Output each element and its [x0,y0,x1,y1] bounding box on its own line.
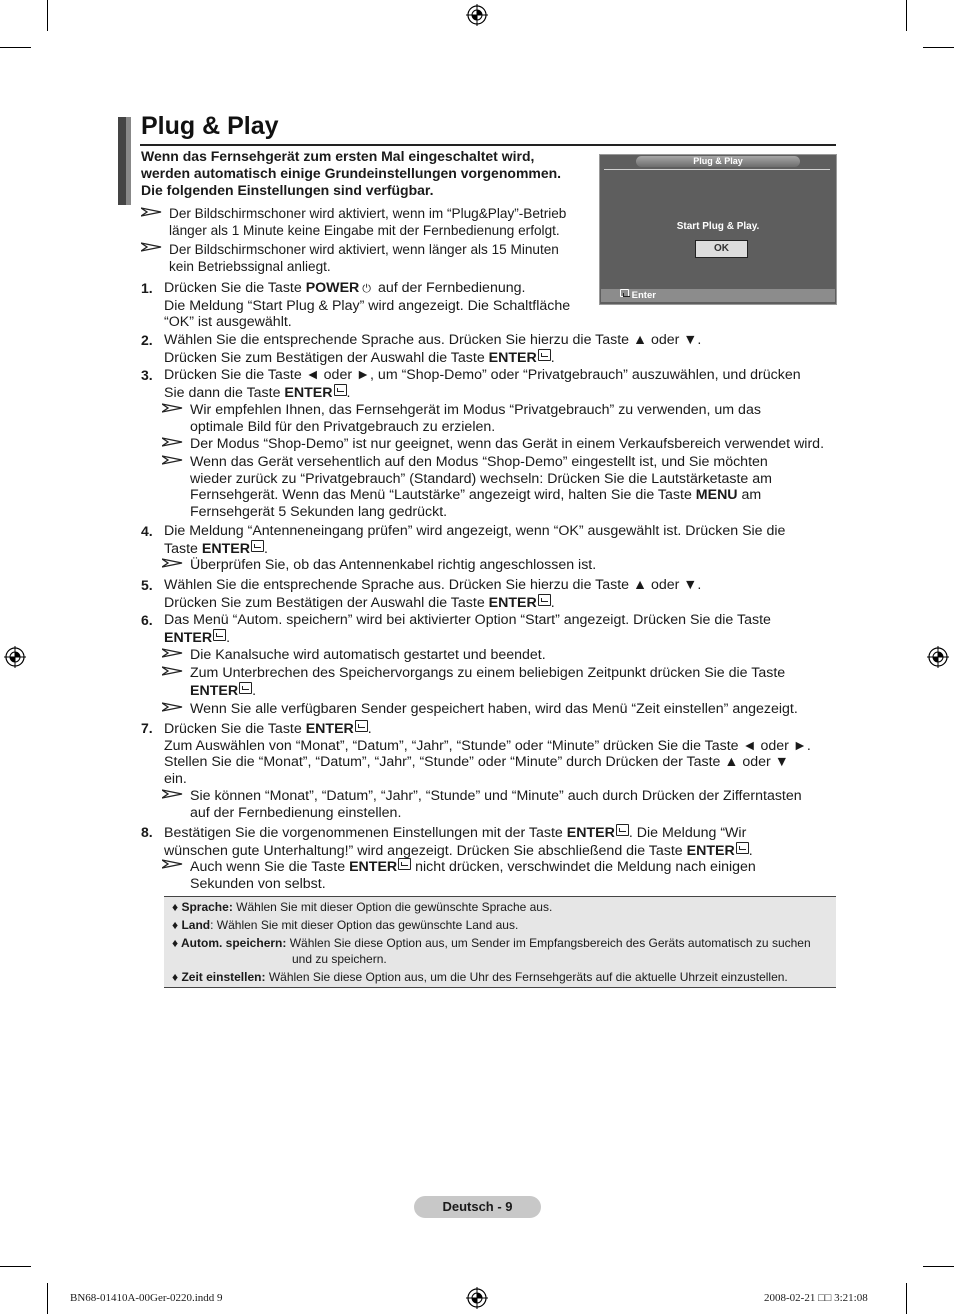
step-number: 4. [141,523,153,539]
note [190,402,761,435]
note-line: länger als 1 Minute keine Eingabe mit der Fernbedienung erfolgt. [169,222,560,238]
note-line: auf der Fernbedienung einstellen. [190,804,402,821]
note-line: Der Bildschirmschoner wird aktiviert, wenn im “Plug&Play”-Betrieb [169,206,567,221]
registration-mark-icon [4,646,26,668]
step-number: 6. [141,612,153,628]
info-term: ♦ Zeit einstellen: [172,970,266,984]
note-arrow-icon [141,207,163,217]
crop-mark [906,0,907,31]
info-text: Wählen Sie mit dieser Option die gewünschte Sprache aus. [232,900,553,914]
step-number: 2. [141,332,153,348]
note-line: Zum Unterbrechen des Speichervorgangs zu einem beliebigen Zeitpunkt drücken Sie die Taste [190,665,786,681]
note [190,454,772,520]
tv-screen-rule [604,169,830,170]
info-text: Wählen Sie diese Option aus, um die Uhr des Fernsehgeräts auf die aktuelle Uhrzeit einzustellen. [265,970,788,984]
intro-text [141,148,591,199]
note-arrow-icon [162,455,184,465]
step-text: Drücken Sie die Taste [164,280,306,296]
note-line: Der Modus “Shop-Demo” ist nur geeignet, wenn das Gerät in einem Verkaufsbereich verwendet wird. [190,436,825,452]
key-name: ENTER [164,629,213,646]
note: Wenn Sie alle verfügbaren Sender gespeichert haben, wird das Menü “Zeit einstellen” angezeigt. [190,701,798,717]
tv-footer-label: Enter [631,290,656,301]
step-text: . [748,842,753,859]
tv-ok-button: OK [695,240,748,258]
note-line: optimale Bild für den Privatgebrauch zu erzielen. [190,418,496,435]
note-line: Der Bildschirmschoner wird aktiviert, wenn länger als 15 Minuten [169,242,559,257]
info-item [172,936,832,967]
note-arrow-icon [162,789,184,799]
key-name: ENTER [488,349,537,366]
step-7 [164,720,836,787]
intro-line: werden automatisch einige Grundeinstellungen vorgenommen. [141,165,562,181]
note-line: Sie können “Monat”, “Datum”, “Jahr”, “Stunde” und “Minute” auch durch Drücken der Zifferntasten [190,788,802,804]
enter-icon [239,682,252,694]
step-text: Drücken Sie die Taste [164,721,306,737]
power-icon: ⏻ [362,283,371,295]
crop-mark [906,1283,907,1314]
info-term: ♦ Sprache: [172,900,233,914]
step-number: 1. [141,280,153,296]
enter-icon [616,824,629,836]
step-text: . Die Meldung “Wir [628,825,747,841]
step-text: Zum Auswählen von “Monat”, “Datum”, “Jahr”, “Stunde” oder “Minute” drücken Sie die Taste ◄ oder ►. [164,737,811,754]
step-text: Sie dann die Taste [164,384,285,401]
title-bar-decoration [126,117,131,205]
note-arrow-icon [162,666,184,676]
note-line: Wenn das Gerät versehentlich auf den Modus “Shop-Demo” eingestellt ist, und Sie möchten [190,454,768,470]
registration-mark-icon [466,4,488,26]
step-text: . [550,594,555,611]
footer-timestamp: 2008-02-21 □□ 3:21:08 [764,1292,868,1304]
tv-screen-header: Plug & Play [636,156,800,167]
step-text: Die Meldung “Start Plug & Play” wird angezeigt. Die Schaltfläche [164,297,571,314]
key-name: ENTER [349,859,398,875]
step-text: Drücken Sie zum Bestätigen der Auswahl die Taste [164,349,489,366]
enter-icon [619,290,629,301]
step-8 [164,824,836,859]
tv-screen-preview [599,154,837,305]
key-name: ENTER [190,682,239,699]
registration-mark-icon [466,1287,488,1309]
step-text: Drücken Sie zum Bestätigen der Auswahl die Taste [164,594,489,611]
enter-icon [334,384,347,396]
crop-mark [923,1266,954,1267]
step-number: 3. [141,367,153,383]
note-arrow-icon [141,242,163,252]
info-item [172,918,518,934]
page-title: Plug & Play [141,112,279,140]
title-rule [140,144,836,146]
step-text: Stellen Sie die “Monat”, “Datum”, “Jahr”, “Stunde” oder “Minute” durch Drücken der Taste ▲ oder ▼ [164,754,789,770]
note-arrow-icon [162,859,184,869]
step-1 [164,280,604,331]
note: Überprüfen Sie, ob das Antennenkabel richtig angeschlossen ist. [190,557,597,573]
step-text: Wählen Sie die entsprechende Sprache aus. Drücken Sie hierzu die Taste ▲ oder ▼. [164,332,702,348]
key-name: POWER [305,280,360,296]
step-4 [164,523,836,557]
step-number: 8. [141,824,153,840]
step-text: wünschen gute Unterhaltung!” wird angezeigt. Drücken Sie abschließend die Taste [164,842,687,859]
enter-icon [538,594,551,606]
step-3 [164,367,836,401]
step-text: “OK” ist ausgewählt. [164,314,292,330]
note [169,206,566,239]
note-line: am [737,487,762,503]
footer-filename: BN68-01410A-00Ger-0220.indd 9 [70,1292,223,1304]
note-line: Wir empfehlen Ihnen, das Fernsehgerät im Modus “Privatgebrauch” zu verwenden, um das [190,402,761,418]
enter-icon [213,629,226,641]
step-5 [164,577,836,611]
info-text: : Wählen Sie mit dieser Option das gewünschte Land aus. [210,918,519,932]
step-text: ein. [164,770,187,787]
key-name: MENU [695,487,738,503]
crop-mark [0,47,31,48]
crop-mark [47,0,48,31]
crop-mark [923,47,954,48]
intro-line: Die folgenden Einstellungen sind verfügbar. [141,182,434,198]
registration-mark-icon [927,646,949,668]
step-text: . [226,629,231,646]
tv-screen-message: Start Plug & Play. [676,221,760,232]
step-number: 5. [141,577,153,593]
note-line: Fernsehgerät. Wenn das Menü “Lautstärke” angezeigt wird, halten Sie die Taste [190,487,696,503]
enter-icon [251,540,264,552]
note-arrow-icon [162,437,184,447]
info-item [172,900,552,916]
note-arrow-icon [162,403,184,413]
note [169,242,559,275]
key-name: ENTER [566,825,615,841]
note-line: Auch wenn Sie die Taste [190,859,350,875]
info-box [164,896,836,988]
crop-mark [0,1266,31,1267]
page-number-badge: Deutsch - 9 [414,1196,541,1218]
key-name: ENTER [686,842,735,859]
note-line: . [252,682,257,699]
note-arrow-icon [162,558,184,568]
step-text: . [550,349,555,366]
note-line: nicht drücken, verschwindet die Meldung nach einigen [411,859,756,875]
step-text: . [367,721,372,737]
info-text: und zu speichern. [292,951,387,966]
info-text: Wählen Sie diese Option aus, um Sender im Empfangsbereich des Geräts automatisch zu suchen [286,936,811,950]
step-2 [164,332,836,366]
key-name: ENTER [201,540,250,557]
enter-icon [736,842,749,854]
enter-icon [398,858,411,870]
enter-icon [355,720,368,732]
enter-icon [538,349,551,361]
tv-screen-footer [601,289,835,302]
key-name: ENTER [305,721,354,737]
step-text: Das Menü “Autom. speichern” wird bei aktivierter Option “Start” angezeigt. Drücken Sie die Taste [164,612,771,628]
note [190,665,785,699]
key-name: ENTER [284,384,333,401]
info-term: ♦ Land [172,918,211,932]
key-name: ENTER [488,594,537,611]
intro-line: Wenn das Fernsehgerät zum ersten Mal eingeschaltet wird, [141,148,535,164]
note [190,436,824,453]
note-arrow-icon [162,648,184,658]
note-line: wieder zurück zu “Privatgebrauch” (Standard) wechseln: Drücken Sie die Lautstärketaste am [190,470,772,487]
info-item [172,970,788,986]
note [190,858,756,892]
step-number: 7. [141,720,153,736]
note-line: kein Betriebssignal anliegt. [169,258,331,274]
note: Die Kanalsuche wird automatisch gestartet und beendet. [190,647,546,663]
crop-mark [47,1283,48,1314]
note-line: Fernsehgerät 5 Sekunden lang gedrückt. [190,503,448,520]
step-text: Bestätigen Sie die vorgenommenen Einstellungen mit der Taste [164,825,567,841]
step-text: auf der Fernbedienung. [374,280,526,296]
note-line: Sekunden von selbst. [190,875,326,892]
step-text: Wählen Sie die entsprechende Sprache aus. Drücken Sie hierzu die Taste ▲ oder ▼. [164,577,702,593]
step-text: Taste [164,540,202,557]
note-arrow-icon [162,702,184,712]
step-text: Drücken Sie die Taste ◄ oder ►, um “Shop-Demo” oder “Privatgebrauch” auszuwählen, und drücken [164,367,801,383]
info-term: ♦ Autom. speichern: [172,936,287,950]
step-text: . [263,540,268,557]
step-text: . [346,384,351,401]
note [190,788,802,821]
step-6 [164,612,836,646]
step-text: Die Meldung “Antenneneingang prüfen” wird angezeigt, wenn “OK” ausgewählt ist. Drücken Sie die [164,523,786,539]
